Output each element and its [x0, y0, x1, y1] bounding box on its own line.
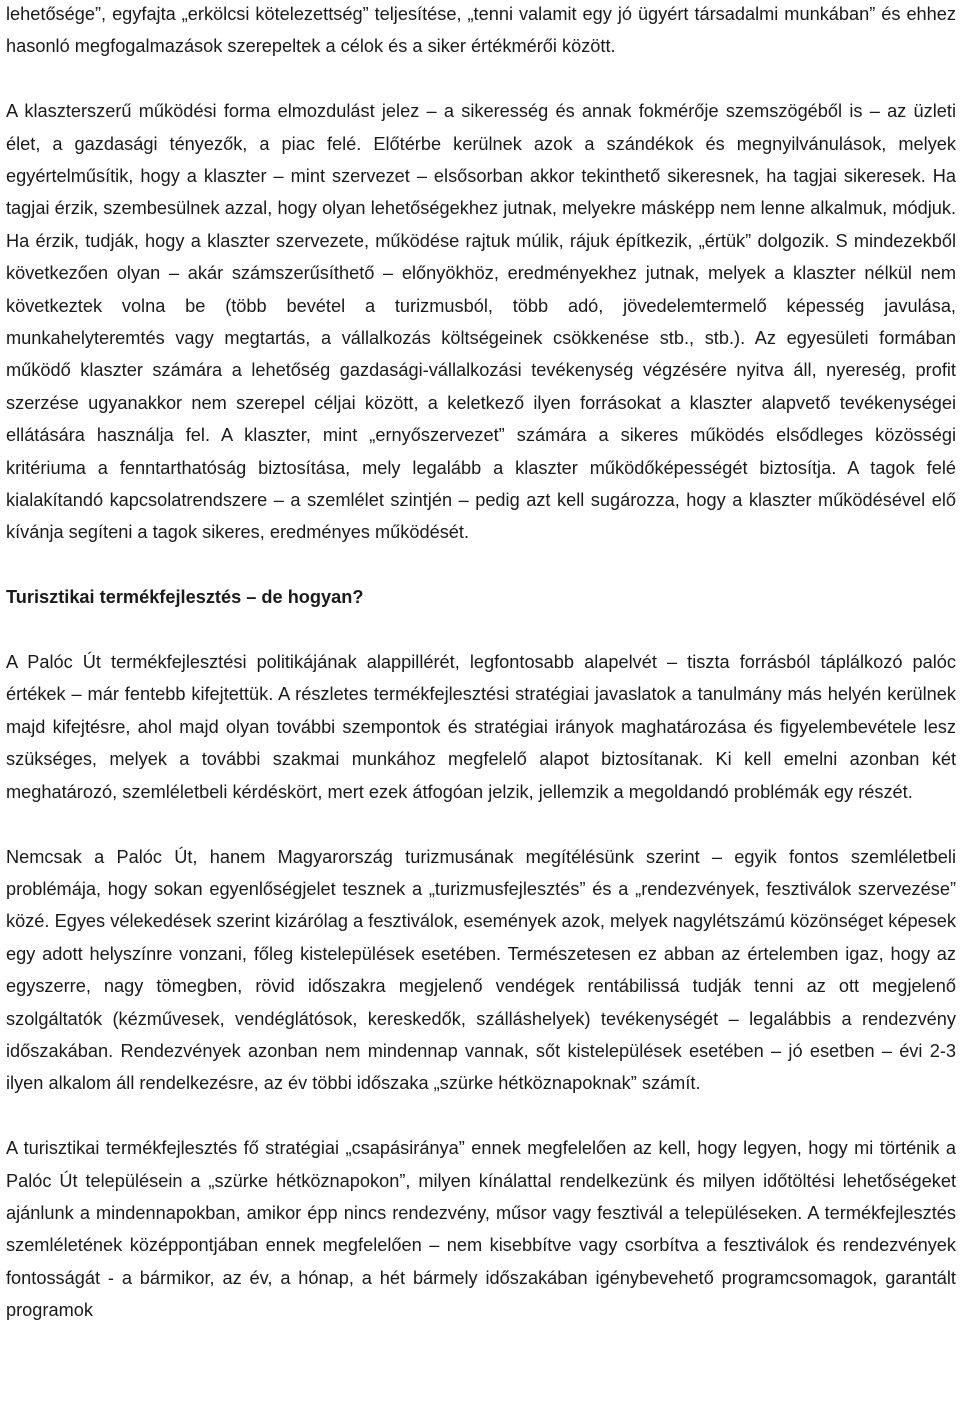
paragraph-gap: [6, 549, 956, 581]
paragraph-strategy: A turisztikai termékfejlesztés fő stratégiai „csapásiránya” ennek megfelelően az kell, hogy legyen, hogy mi történik a Palóc Út településein a „szürke hétköznapokon”, milyen kínálattal rendelkezünk és milyen időtöltési lehetőségeket ajánlunk a mindennapokban, amikor épp nincs rendezvény, műsor vagy fesztivál a településeken. A termékfejlesztés szemléletének középpontjában ennek megfelelően – nem kisebbítve vagy csorbítva a fesztiválok és rendezvények fontosságát - a bármikor, az év, a hónap, a hét bármely időszakában igénybevehető programcsomagok, garantált programok: [6, 1138, 956, 1321]
paragraph-gap: [6, 63, 956, 95]
section-heading: Turisztikai termékfejlesztés – de hogyan?: [6, 587, 364, 608]
paragraph-gap: [6, 614, 956, 646]
paragraph-product-policy: A Palóc Út termékfejlesztési politikájának alappillérét, legfontosabb alapelvét – tiszta forrásból táplálkozó palóc értékek – már fentebb kifejtettük. A részletes termékfejlesztési stratégiai javaslatok a tanulmány más helyén kerülnek majd kifejtésre, ahol majd olyan további szempontok és stratégiai irányok maghatározása és figyelembevétele lesz szükséges, melyek a további szakmai munkához megfelelő alapot biztosítanak. Ki kell emelni azonban két meghatározó, szemléletbeli kérdéskört, mert ezek átfogóan jelzik, jellemzik a megoldandó problémák egy részét.: [6, 652, 956, 802]
paragraph-intro: lehetősége”, egyfajta „erkölcsi kötelezettség” teljesítése, „tenni valamit egy jó ügyért társadalmi munkában” és ehhez hasonló megfogalmazások szerepeltek a célok és a siker értékmérői között.: [6, 4, 956, 57]
paragraph-gap: [6, 808, 956, 840]
document-body: [6, 0, 956, 1327]
paragraph-gap: [6, 1100, 956, 1132]
paragraph-events: Nemcsak a Palóc Út, hanem Magyarország turizmusának megítélésünk szerint – egyik fontos szemléletbeli problémája, hogy sokan egyenlőségjelet tesznek a „turizmusfejlesztés” és a „rendezvények, fesztiválok szervezése” közé. Egyes vélekedések szerint kizárólag a fesztiválok, események azok, melyek nagylétszámú közönséget képesek egy adott helyszínre vonzani, főleg kistelepülések esetében. Természetesen ez abban az értelemben igaz, hogy az egyszerre, nagy tömegben, rövid időszakra megjelenő vendégek rentábilissá tudják tenni az ott megjelenő szolgáltatók (kézművesek, vendéglátósok, kereskedők, szálláshelyek) tevékenységét – legalábbis a rendezvény időszakában. Rendezvények azonban nem mindennap vannak, sőt kistelepülések esetében – jó esetben – évi 2-3 ilyen alkalom áll rendelkezésre, az év többi időszaka „szürke hétköznapoknak” számít.: [6, 846, 956, 1094]
paragraph-cluster-operation: A klaszterszerű működési forma elmozdulást jelez – a sikeresség és annak fokmérője szemszögéből is – az üzleti élet, a gazdasági tényezők, a piac felé. Előtérbe kerülnek azok a szándékok és megnyilvánulások, melyek egyértelműsítik, hogy a klaszter – mint szervezet – elsősorban akkor tekinthető sikeresnek, ha tagjai sikeresek. Ha tagjai érzik, szembesülnek azzal, hogy olyan lehetőségekhez jutnak, melyekre másképp nem lenne alkalmuk, módjuk. Ha érzik, tudják, hogy a klaszter szervezete, működése rajtuk múlik, rájuk építkezik, „értük” dolgozik. S mindezekből következően olyan – akár számszerűsíthető – előnyökhöz, eredményekhez jutnak, melyek a klaszter nélkül nem következtek volna be (több bevétel a turizmusból, több adó, jövedelemtermelő képesség javulása, munkahelyteremtés vagy megtartás, a vállalkozás költségeinek csökkenése stb., stb.). Az egyesületi formában működő klaszter számára a lehetőség gazdasági-vállalkozási tevékenység végzésére nyitva áll, nyereség, profit szerzése ugyanakkor nem szerepel céljai között, a keletkező ilyen forrásokat a klaszter alapvető tevékenységei ellátására használja fel. A klaszter, mint „ernyőszervezet” számára a sikeres működés elsődleges közösségi kritériuma a fenntarthatóság biztosítása, mely legalább a klaszter működőképességét biztosítja. A tagok felé kialakítandó kapcsolatrendszere – a szemlélet szintjén – pedig azt kell sugározza, hogy a klaszter működésével elő kívánja segíteni a tagok sikeres, eredményes működését.: [6, 101, 956, 543]
